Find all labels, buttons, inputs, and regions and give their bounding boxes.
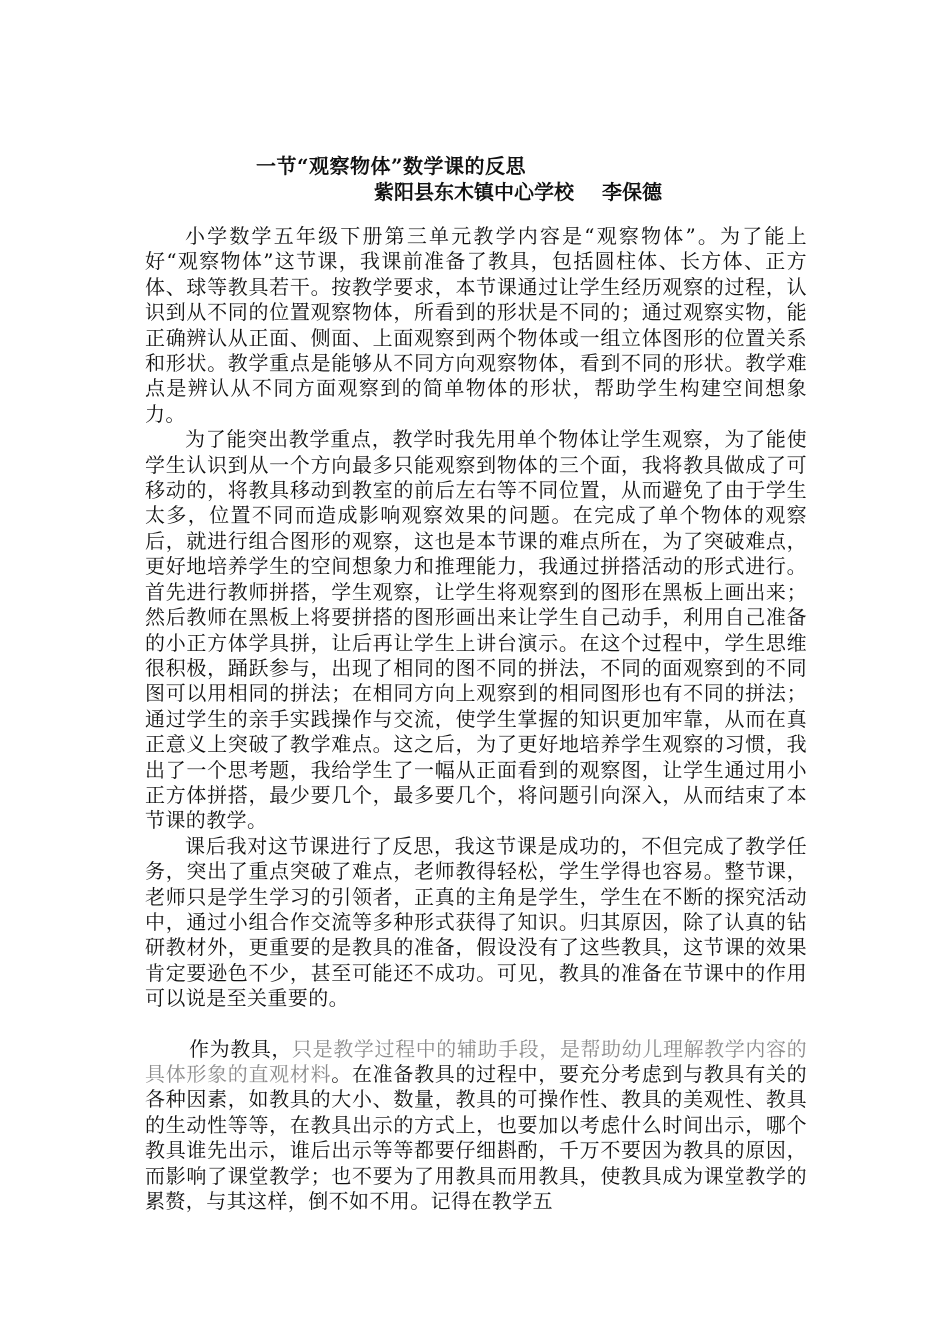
paragraph-4 <box>145 1037 807 1215</box>
paragraph-4-highlight: 只是教学过程中的辅助手段，是帮助幼儿理解教学内容的具体形象的直观材料 <box>145 1036 808 1086</box>
paragraph-1: 小学数学五年级下册第三单元教学内容是“观察物体”。为了能上好“观察物体”这节课，我课前准备了教具，包括圆柱体、长方体、正方体、球等教具若干。按教学要求，本节课通过让学生经历观察的过程，认识到从不同的位置观察物体，所看到的形状是不同的；通过观察实物，能正确辨认从正面、侧面、上面观察到两个物体或一组立体图形的位置关系和形状。教学重点是能够从不同方向观察物体，看到不同的形状。教学难点是辨认从不同方面观察到的简单物体的形状，帮助学生构建空间想象力。 <box>145 224 807 426</box>
paragraph-4-lead: 作为教具， <box>189 1036 293 1061</box>
document-body <box>145 224 807 1214</box>
paragraph-4-rest: 。在准备教具的过程中，要充分考虑到与教具有关的各种因素，如教具的大小、数量，教具的可操作性、教具的美观性、教具的生动性等等，在教具出示的方式上，也要加以考虑什么时间出示，哪个教具谁先出示，谁后出示等等都要仔细斟酌，千万不要因为教具的原因，而影响了课堂教学；也不要为了用教具而用教具，使教具成为课堂教学的累赘，与其这样，倒不如不用。记得在教学五 <box>145 1062 808 1214</box>
author-line <box>374 176 662 205</box>
paragraph-2: 为了能突出教学重点，教学时我先用单个物体让学生观察，为了能使学生认识到从一个方向最多只能观察到物体的三个面，我将教具做成了可移动的，将教具移动到教室的前后左右等不同位置，从而避免了由于学生太多，位置不同而造成影响观察效果的问题。在完成了单个物体的观察后，就进行组合图形的观察，这也是本节课的难点所在，为了突破难点，更好地培养学生的空间想象力和推理能力，我通过拼搭活动的形式进行。首先进行教师拼搭，学生观察，让学生将观察到的图形在黑板上画出来；然后教师在黑板上将要拼搭的图形画出来让学生自己动手，利用自己准备的小正方体学具拼，让后再让学生上讲台演示。在这个过程中，学生思维很积极，踊跃参与，出现了相同的图不同的拼法，不同的面观察到的不同图可以用相同的拼法；在相同方向上观察到的相同图形也有不同的拼法；通过学生的亲手实践操作与交流，使学生掌握的知识更加牢靠，从而在真正意义上突破了教学难点。这之后，为了更好地培养学生观察的习惯，我出了一个思考题，我给学生了一幅从正面看到的观察图，让学生通过用小正方体拼搭，最少要几个，最多要几个，将问题引向深入，从而结束了本节课的教学。 <box>145 427 807 833</box>
author-school: 紫阳县东木镇中心学校 <box>374 180 574 204</box>
paragraph-3: 课后我对这节课进行了反思，我这节课是成功的，不但完成了教学任务，突出了重点突破了难点，老师教得轻松，学生学得也容易。整节课，老师只是学生学习的引领者，正真的主角是学生，学生在不断的探究活动中，通过小组合作交流等多种形式获得了知识。归其原因，除了认真的钻研教材外，更重要的是教具的准备，假设没有了这些教具，这节课的效果肯定要逊色不少，甚至可能还不成功。可见，教具的准备在节课中的作用可以说是至关重要的。 <box>145 833 807 1011</box>
author-name: 李保德 <box>602 180 662 204</box>
document-title: 一节“观察物体”数学课的反思 <box>256 154 527 178</box>
